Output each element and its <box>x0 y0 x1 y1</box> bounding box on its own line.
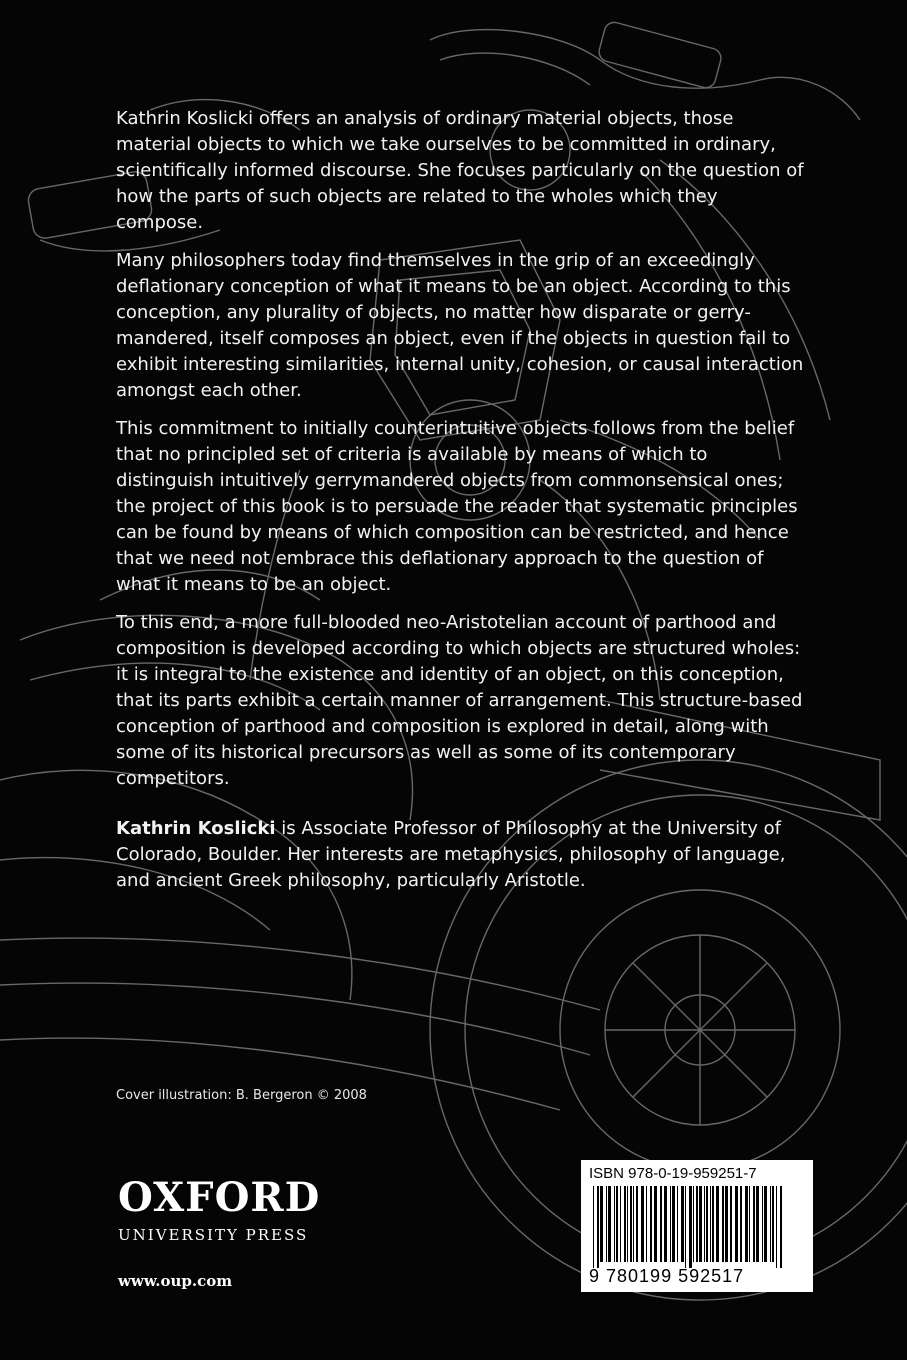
ean-digits: 9 780199 592517 <box>589 1266 745 1286</box>
description-blurb <box>116 106 806 804</box>
barcode-bar <box>689 1186 692 1268</box>
blurb-paragraph-2: Many philosophers today find themselves in the grip of an exceedingly deflationary conception of what it means to be an object. According to this conception, any plurality of objects, no matter how disparate or gerry-mandered, itself composes an object, even if the objects in question fail to exhibit interesting similarities, internal unity, cohesion, or causal interaction amongst each other. <box>116 250 804 401</box>
barcode-bar <box>716 1186 719 1262</box>
barcode-bar <box>677 1186 678 1262</box>
barcode-bar <box>762 1186 763 1262</box>
barcode-bar <box>660 1186 662 1262</box>
publisher-url[interactable]: www.oup.com <box>118 1272 233 1290</box>
barcode-bar <box>722 1186 724 1262</box>
barcode-bar <box>670 1186 671 1262</box>
barcode-bar <box>704 1186 705 1262</box>
publisher-logo <box>118 1174 321 1244</box>
barcode-bar <box>597 1186 599 1268</box>
blurb-paragraph-4: To this end, a more full-blooded neo-Aristotelian account of parthood and composition is developed according to which objects are structured wholes: it is integral to the existence and identity of an object, on this conception, that its parts exhibit a certain manner of arrangement. This structure-based conception of parthood and composition is explored in detail, along with some of its historical precursors as well as some of its contemporary competitors. <box>116 612 803 789</box>
barcode-bar <box>672 1186 675 1262</box>
barcode-bar <box>627 1186 628 1262</box>
barcode-bar <box>745 1186 748 1262</box>
barcode-bar <box>776 1186 777 1268</box>
barcode-bar <box>685 1186 686 1268</box>
author-bio-text: is Associate Professor of Philosophy at the University of Colorado, Boulder. Her interests are metaphysics, philosophy of language, and ancient Greek philosophy, particularly Aristotle. <box>116 818 786 891</box>
barcode-bar <box>712 1186 714 1262</box>
barcode-bar <box>681 1186 684 1262</box>
barcode-box <box>581 1160 813 1292</box>
barcode-bar <box>641 1186 644 1262</box>
barcode-bars <box>591 1186 803 1268</box>
barcode-bar <box>620 1186 621 1262</box>
author-bio <box>116 816 806 894</box>
barcode-bar <box>710 1186 711 1262</box>
publisher-subtitle: UNIVERSITY PRESS <box>118 1226 309 1244</box>
barcode-bar <box>780 1186 782 1268</box>
barcode-bar <box>636 1186 638 1262</box>
barcode-bar <box>772 1186 774 1262</box>
barcode-bar <box>730 1186 732 1262</box>
barcode-bar <box>770 1186 771 1262</box>
barcode-bar <box>650 1186 652 1262</box>
blurb-paragraph-3: This commitment to initially counterintuitive objects follows from the belief that no principled set of criteria is available by means of which to distinguish intuitively gerrymandered objects from commonsensical ones; the project of this book is to persuade the reader that systematic principles can be found by means of which composition can be restricted, and hence that we need not embrace this deflationary approach to the question of what it means to be an object. <box>116 418 798 595</box>
barcode-bar <box>624 1186 626 1262</box>
barcode-bar <box>740 1186 742 1262</box>
barcode-bar <box>756 1186 759 1262</box>
barcode-bar <box>646 1186 647 1262</box>
barcode-bar <box>753 1186 755 1262</box>
barcode-bar <box>699 1186 702 1262</box>
barcode-bar <box>764 1186 767 1262</box>
barcode-bar <box>693 1186 694 1262</box>
barcode-bar <box>616 1186 618 1262</box>
barcode-bar <box>664 1186 667 1262</box>
barcode-bar <box>654 1186 657 1262</box>
barcode-bar <box>593 1186 594 1268</box>
isbn-label: ISBN 978-0-19-959251-7 <box>589 1165 757 1182</box>
barcode-bar <box>608 1186 611 1262</box>
author-name: Kathrin Koslicki <box>116 818 276 839</box>
barcode-bar <box>606 1186 607 1262</box>
barcode-bar <box>706 1186 708 1262</box>
barcode-bar <box>749 1186 750 1262</box>
barcode-bar <box>630 1186 632 1262</box>
barcode-bar <box>735 1186 738 1262</box>
blurb-paragraph-1: Kathrin Koslicki offers an analysis of ordinary material objects, those material objects to which we take ourselves to be committed in ordinary, scientifically informed discourse. She focuses particularly on the question of how the parts of such objects are related to the wholes which they compose. <box>116 108 804 233</box>
barcode-bar <box>725 1186 728 1262</box>
publisher-name: OXFORD <box>118 1174 321 1221</box>
cover-credit: Cover illustration: B. Bergeron © 2008 <box>116 1088 367 1103</box>
barcode-bar <box>633 1186 634 1262</box>
barcode-bar <box>696 1186 698 1262</box>
barcode-bar <box>600 1186 603 1262</box>
barcode-bar <box>614 1186 615 1262</box>
